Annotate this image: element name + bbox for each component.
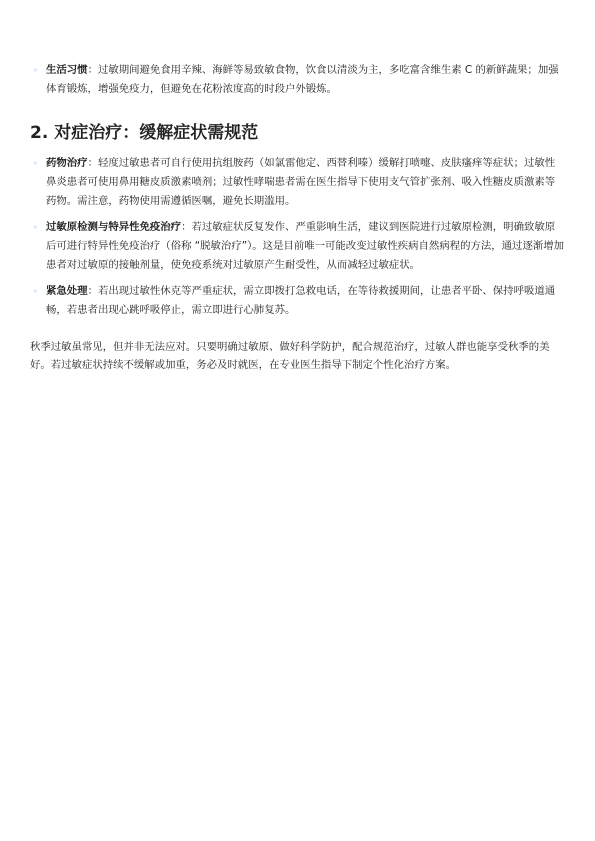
item-text: ：若出现过敏性休克等严重症状，需立即拨打急救电话，在等待救援期间，让患者平卧、保持呼吸道通畅，若患者出现心跳呼吸停止，需立即进行心肺复苏。 [46, 285, 556, 316]
list-item [30, 282, 565, 320]
item-text: ：过敏期间避免食用辛辣、海鲜等易致敏食物，饮食以清淡为主，多吃富含维生素 C 的新鲜蔬果；加强体育锻炼，增强免疫力，但避免在花粉浓度高的时段户外锻炼。 [46, 64, 559, 95]
closing-paragraph: 秋季过敏虽常见，但并非无法应对。只要明确过敏原、做好科学防护，配合规范治疗，过敏人群也能享受秋季的美好。若过敏症状持续不缓解或加重，务必及时就医，在专业医生指导下制定个性化治疗方案。 [30, 341, 550, 371]
item-text: ：若过敏症状反复发作、严重影响生活，建议到医院进行过敏原检测，明确致敏原后可进行特异性免疫治疗（俗称 “脱敏治疗”）。这是目前唯一可能改变过敏性疾病自然病程的方法，通过逐渐增加患者对过敏原的接触剂量，使免疫系统对过敏原产生耐受性，从而减轻过敏症状。 [46, 221, 565, 271]
list-item [30, 154, 565, 211]
item-title: 生活习惯 [46, 64, 88, 76]
item-text: ：轻度过敏患者可自行使用抗组胺药（如氯雷他定、西替利嗪）缓解打喷嚏、皮肤瘙痒等症状；过敏性鼻炎患者可使用鼻用糖皮质激素喷剂；过敏性哮喘患者需在医生指导下使用支气管扩张剂、吸入性糖皮质激素等药物。需注意，药物使用需遵循医嘱，避免长期滥用。 [46, 157, 556, 207]
item-title: 紧急处理 [46, 285, 88, 297]
bullet-icon: ◦ [33, 66, 38, 75]
list-item [30, 218, 565, 275]
item-title: 过敏原检测与特异性免疫治疗 [46, 221, 182, 233]
list-item [30, 61, 565, 99]
treatment-list [30, 154, 565, 327]
section-heading: 2. 对症治疗：缓解症状需规范 [30, 123, 259, 143]
bullet-icon: ◦ [33, 223, 38, 232]
lifestyle-list [30, 61, 565, 99]
item-title: 药物治疗 [46, 157, 88, 169]
bullet-icon: ◦ [33, 287, 38, 296]
bullet-icon: ◦ [33, 159, 38, 168]
